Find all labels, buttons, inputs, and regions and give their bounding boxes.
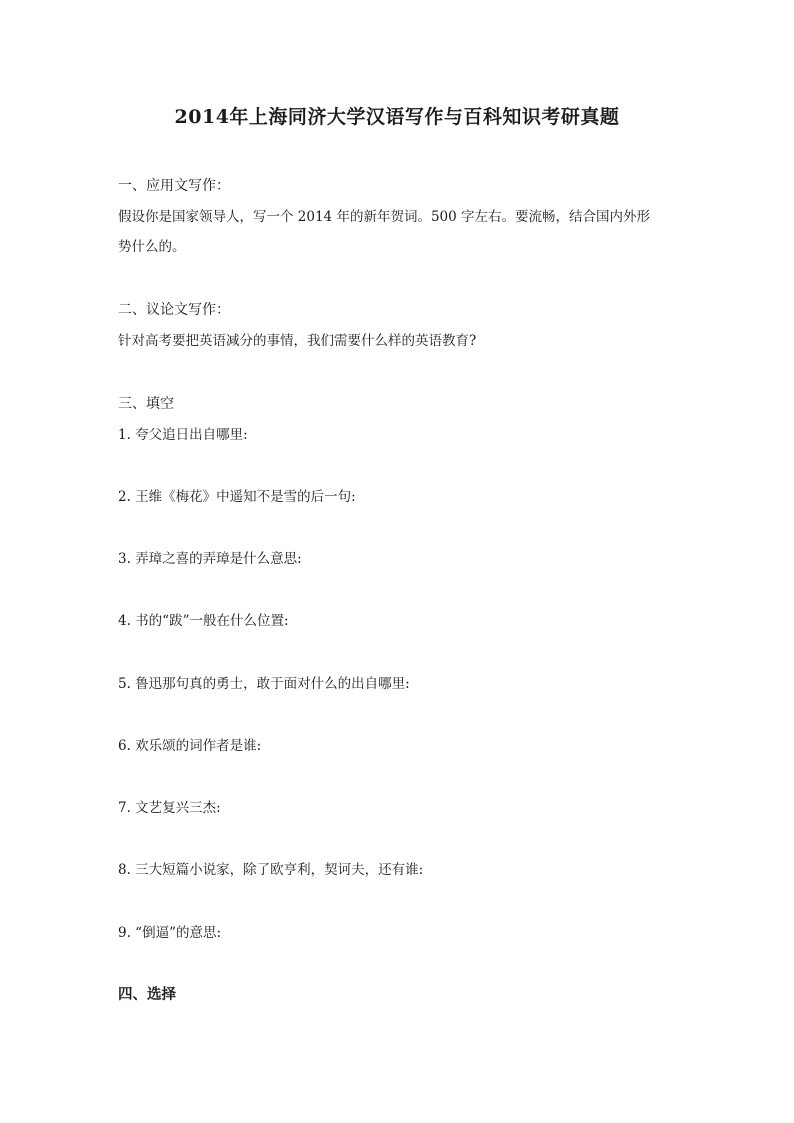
- question-item: 6. 欢乐颂的词作者是谁:: [118, 738, 262, 754]
- page-title: 2014年上海同济大学汉语写作与百科知识考研真题: [174, 106, 620, 128]
- section-heading-multiple-choice: 四、选择: [118, 987, 176, 1003]
- section-prompt-line: 针对高考要把英语减分的事情，我们需要什么样的英语教育?: [118, 333, 477, 349]
- section-heading-fill-in-blank: 三、填空: [118, 396, 174, 412]
- section-heading-argumentative-writing: 二、议论文写作：: [118, 302, 230, 318]
- section-heading-applied-writing: 一、应用文写作：: [118, 178, 230, 194]
- section-prompt-line: 假设你是国家领导人，写一个 2014 年的新年贺词。500 字左右。要流畅，结合国内外形: [118, 209, 650, 225]
- section-prompt-line: 势什么的。: [118, 239, 186, 255]
- question-item: 3. 弄璋之喜的弄璋是什么意思:: [118, 551, 302, 567]
- question-item: 9. “倒逼”的意思:: [118, 925, 222, 941]
- question-item: 5. 鲁迅那句真的勇士，敢于面对什么的出自哪里:: [118, 676, 410, 692]
- question-item: 1. 夸父追日出自哪里:: [118, 427, 248, 443]
- question-item: 7. 文艺复兴三杰:: [118, 800, 221, 816]
- question-item: 2. 王维《梅花》中遥知不是雪的后一句:: [118, 489, 356, 505]
- question-item: 8. 三大短篇小说家，除了欧亨利，契诃夫，还有谁:: [118, 862, 424, 878]
- question-item: 4. 书的“跋”一般在什么位置:: [118, 613, 289, 629]
